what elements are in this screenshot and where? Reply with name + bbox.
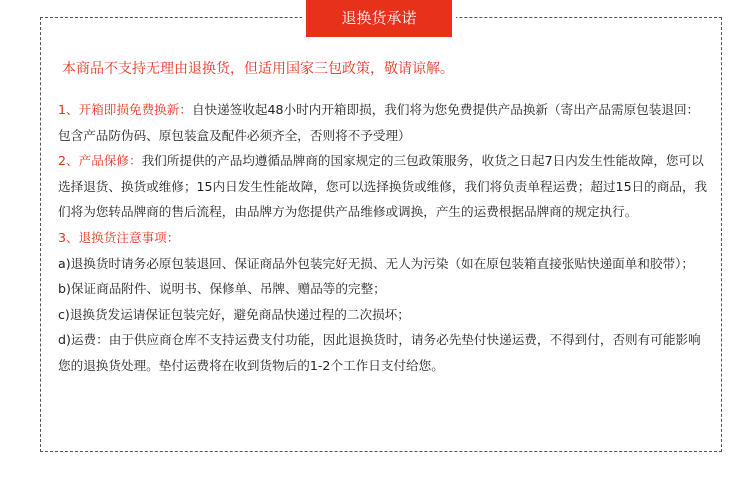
section-3-heading: 3、退换货注意事项： xyxy=(58,229,180,245)
section-2-text: 我们所提供的产品均遵循品牌商的国家规定的三包政策服务，收货之日起7日内发生性能故障，您可以选择退货、换货或维修；15内日发生性能故障，您可以选择换货或维修，我们将负责单程运费；超过15日的商品，我们将为您转品牌商的售后流程，由品牌方为您提供产品维修或调换，产生的运费根据品牌商的规定执行。 xyxy=(58,153,708,220)
section-1-heading: 1、开箱即损免费换新： xyxy=(58,102,192,117)
notice-text: 本商品不支持无理由退换货，但适用国家三包政策，敬请谅解。 xyxy=(62,61,454,77)
section-3-item-d: d)运费：由于供应商仓库不支持运费支付功能，因此退换货时，请务必先垫付快递运费，不得到付，否则有可能影响您的退换货处理。垫付运费将在收到货物后的1-2个工作日支付给您。 xyxy=(58,332,701,373)
section-2 xyxy=(58,148,708,225)
section-3-item-b: b)保证商品附件、说明书、保修单、吊牌、赠品等的完整； xyxy=(58,281,386,297)
policy-content xyxy=(58,97,708,379)
section-1-text: 自快递签收起48小时内开箱即损，我们将为您免费提供产品换新（寄出产品需原包装退回：包含产品防伪码、原包装盒及配件必须齐全，否则将不予受理） xyxy=(58,102,700,143)
title-badge: 退换货承诺 xyxy=(306,0,452,37)
section-2-heading: 2、产品保修： xyxy=(58,153,142,169)
section-3-item-c: c)退换货发运请保证包装完好，避免商品快递过程的二次损坏； xyxy=(58,306,410,322)
section-3-item-a: a)退换货时请务必原包装退回、保证商品外包装完好无损、无人为污染（如在原包装箱直接张贴快递面单和胶带）； xyxy=(58,255,695,271)
section-1 xyxy=(58,97,708,148)
